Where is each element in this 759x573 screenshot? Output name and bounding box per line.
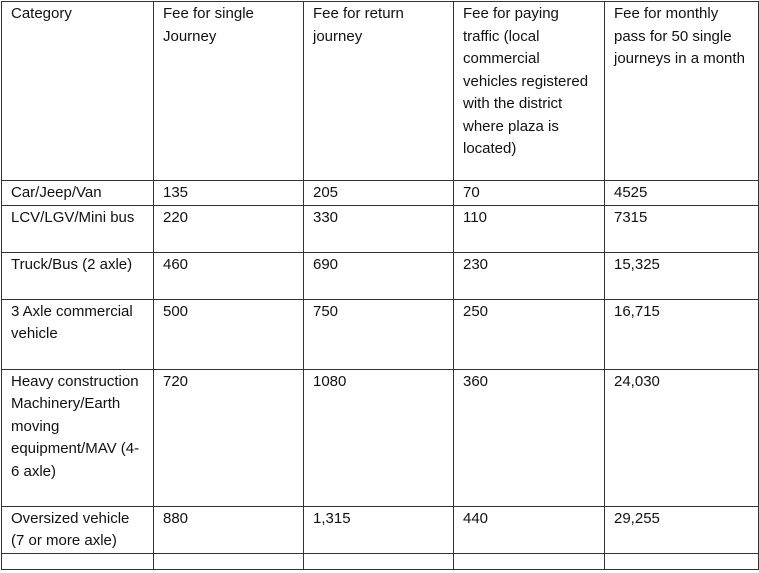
table-cell: 70	[454, 181, 605, 206]
table-cell: 110	[454, 205, 605, 252]
table-cell: 690	[304, 252, 454, 299]
table-cell: 750	[304, 299, 454, 369]
table-row	[2, 205, 759, 252]
header-row	[2, 2, 759, 181]
table-row	[2, 299, 759, 369]
table-cell: 440	[454, 506, 605, 553]
table-cell: 360	[454, 369, 605, 506]
table-cell: 1080	[304, 369, 454, 506]
table-cell: 250	[454, 299, 605, 369]
table-cell: 4525	[605, 181, 759, 206]
table-cell-empty	[2, 553, 154, 569]
header-single-journey-fee: Fee for single Journey	[154, 2, 304, 181]
table-cell: 720	[154, 369, 304, 506]
table-cell-category: Heavy construction Machinery/Earth moving equipment/MAV (4-6 axle)	[2, 369, 154, 506]
table-cell: 15,325	[605, 252, 759, 299]
header-local-traffic-fee: Fee for paying traffic (local commercial vehicles registered with the district where plaza is located)	[454, 2, 605, 181]
table-cell-category: 3 Axle commercial vehicle	[2, 299, 154, 369]
header-monthly-pass-fee: Fee for monthly pass for 50 single journeys in a month	[605, 2, 759, 181]
table-cell: 500	[154, 299, 304, 369]
table-cell: 880	[154, 506, 304, 553]
table-cell: 29,255	[605, 506, 759, 553]
table-cell: 460	[154, 252, 304, 299]
table-row	[2, 252, 759, 299]
table-cell: 16,715	[605, 299, 759, 369]
table-cell: 230	[454, 252, 605, 299]
empty-table-row	[2, 553, 759, 569]
table-cell: 135	[154, 181, 304, 206]
table-cell: 24,030	[605, 369, 759, 506]
table-row	[2, 506, 759, 553]
table-cell: 7315	[605, 205, 759, 252]
table-cell-empty	[605, 553, 759, 569]
table-cell-empty	[304, 553, 454, 569]
header-return-journey-fee: Fee for return journey	[304, 2, 454, 181]
table-cell-category: Oversized vehicle (7 or more axle)	[2, 506, 154, 553]
toll-fee-table	[1, 1, 759, 570]
table-cell: 1,315	[304, 506, 454, 553]
table-row	[2, 181, 759, 206]
table-cell-empty	[454, 553, 605, 569]
table-cell: 205	[304, 181, 454, 206]
table-cell: 220	[154, 205, 304, 252]
table-cell-category: Truck/Bus (2 axle)	[2, 252, 154, 299]
table-cell: 330	[304, 205, 454, 252]
table-cell-category: LCV/LGV/Mini bus	[2, 205, 154, 252]
table-row	[2, 369, 759, 506]
header-category: Category	[2, 2, 154, 181]
table-cell-empty	[154, 553, 304, 569]
table-cell-category: Car/Jeep/Van	[2, 181, 154, 206]
